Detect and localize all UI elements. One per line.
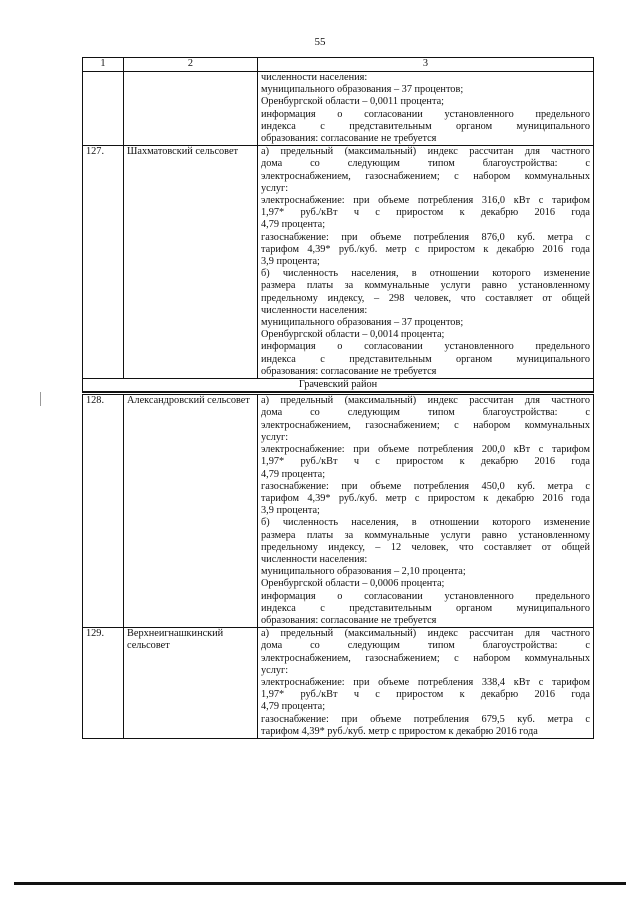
text-line: 4,79 процента;: [261, 219, 326, 231]
text-line: а) предельный (максимальный) индекс рассчитан для частного: [261, 146, 590, 158]
table-row-127: [83, 146, 594, 379]
text-line: Оренбургской области – 0,0011 процента;: [261, 96, 444, 108]
text-line: дома со следующим типом благоустройства: с: [261, 158, 590, 170]
text-line: Оренбургской области – 0,0006 процента;: [261, 578, 445, 590]
text-line: электроснабжением, газоснабжением; с набором коммунальных: [261, 170, 590, 182]
text-line: предельному индексу, – 12 человек, что составляет от общей: [261, 541, 590, 553]
row-text-cell: [258, 72, 594, 146]
district-heading: Грачевский район: [83, 379, 594, 392]
district-row: [83, 379, 594, 392]
text-line: образования: согласование не требуется: [261, 133, 437, 145]
row-text-cell: [258, 146, 594, 379]
row-number: 127.: [83, 146, 124, 379]
text-line: электроснабжение: при объеме потребления 316,0 кВт с тарифом: [261, 195, 590, 207]
table-row-129: [83, 628, 594, 739]
text-line: информация о согласовании установленного предельного: [261, 590, 590, 602]
municipality-name: Александровский сельсовет: [124, 394, 258, 628]
text-line: тарифом 4,39* руб./куб. метр с приростом к декабрю 2016 года: [261, 492, 590, 504]
row-text-cell: [258, 394, 594, 628]
text-line: электроснабжением, газоснабжением; с набором коммунальных: [261, 419, 590, 431]
column-header-3: 3: [258, 58, 594, 72]
text-line: услуг:: [261, 664, 289, 676]
text-line: Оренбургской области – 0,0014 процента;: [261, 329, 445, 341]
text-line: тарифом 4,39* руб./куб. метр с приростом к декабрю 2016 года: [261, 725, 538, 737]
row-name-cell: [124, 72, 258, 146]
text-line: б) численность населения, в отношении которого изменение: [261, 517, 590, 529]
text-line: 4,79 процента;: [261, 701, 326, 713]
text-line: муниципального образования – 37 процентов;: [261, 317, 464, 329]
municipality-name: Верхнеигнашкинский сельсовет: [124, 628, 258, 739]
text-line: информация о согласовании установленного предельного: [261, 341, 590, 353]
text-line: 3,9 процента;: [261, 256, 320, 268]
text-line: а) предельный (максимальный) индекс рассчитан для частного: [261, 628, 590, 640]
column-header-2: 2: [124, 58, 258, 72]
text-line: численности населения:: [261, 72, 368, 83]
text-line: муниципального образования – 37 процентов;: [261, 84, 464, 96]
text-line: индекса с представительным органом муниципального: [261, 120, 590, 132]
text-line: 4,79 процента;: [261, 468, 326, 480]
text-line: муниципального образования – 2,10 процента;: [261, 566, 466, 578]
text-line: дома со следующим типом благоустройства: с: [261, 407, 590, 419]
table-header-row: [83, 58, 594, 72]
text-line: информация о согласовании установленного предельного: [261, 108, 590, 120]
text-line: 1,97* руб./кВт ч с приростом к декабрю 2016 года: [261, 689, 590, 701]
text-line: образования: согласование не требуется: [261, 365, 437, 377]
bottom-rule: [14, 882, 626, 885]
text-line: дома со следующим типом благоустройства: с: [261, 640, 590, 652]
text-line: индекса с представительным органом муниципального: [261, 353, 590, 365]
row-number: 128.: [83, 394, 124, 628]
text-line: газоснабжение: при объеме потребления 876,0 куб. метра с: [261, 231, 590, 243]
table-row-continuation: [83, 72, 594, 146]
text-line: газоснабжение: при объеме потребления 679,5 куб. метра с: [261, 713, 590, 725]
text-line: численности населения:: [261, 553, 368, 565]
municipality-name: Шахматовский сельсовет: [124, 146, 258, 379]
text-line: 1,97* руб./кВт ч с приростом к декабрю 2016 года: [261, 207, 590, 219]
text-line: численности населения:: [261, 304, 368, 316]
row-text-cell: [258, 628, 594, 739]
text-line: тарифом 4,39* руб./куб. метр с приростом к декабрю 2016 года: [261, 243, 590, 255]
text-line: газоснабжение: при объеме потребления 450,0 куб. метра с: [261, 480, 590, 492]
text-line: электроснабжение: при объеме потребления 200,0 кВт с тарифом: [261, 444, 590, 456]
text-line: б) численность населения, в отношении которого изменение: [261, 268, 590, 280]
text-line: услуг:: [261, 182, 289, 194]
text-line: 3,9 процента;: [261, 505, 320, 517]
table-row-128: [83, 394, 594, 628]
text-line: размера платы за коммунальные услуги равно установленному: [261, 280, 590, 292]
text-line: предельному индексу, – 298 человек, что составляет от общей: [261, 292, 590, 304]
text-line: индекса с представительным органом муниципального: [261, 602, 590, 614]
page-number: 55: [314, 36, 326, 48]
text-line: 1,97* руб./кВт ч с приростом к декабрю 2016 года: [261, 456, 590, 468]
margin-mark: [40, 392, 45, 406]
text-line: образования: согласование не требуется: [261, 614, 437, 626]
text-line: электроснабжение: при объеме потребления 338,4 кВт с тарифом: [261, 676, 590, 688]
text-line: а) предельный (максимальный) индекс рассчитан для частного: [261, 395, 590, 407]
document-table: [82, 57, 594, 739]
text-line: услуг:: [261, 431, 289, 443]
column-header-1: 1: [83, 58, 124, 72]
text-line: размера платы за коммунальные услуги равно установленному: [261, 529, 590, 541]
row-number-cell: [83, 72, 124, 146]
row-number: 129.: [83, 628, 124, 739]
text-line: электроснабжением, газоснабжением; с набором коммунальных: [261, 652, 590, 664]
